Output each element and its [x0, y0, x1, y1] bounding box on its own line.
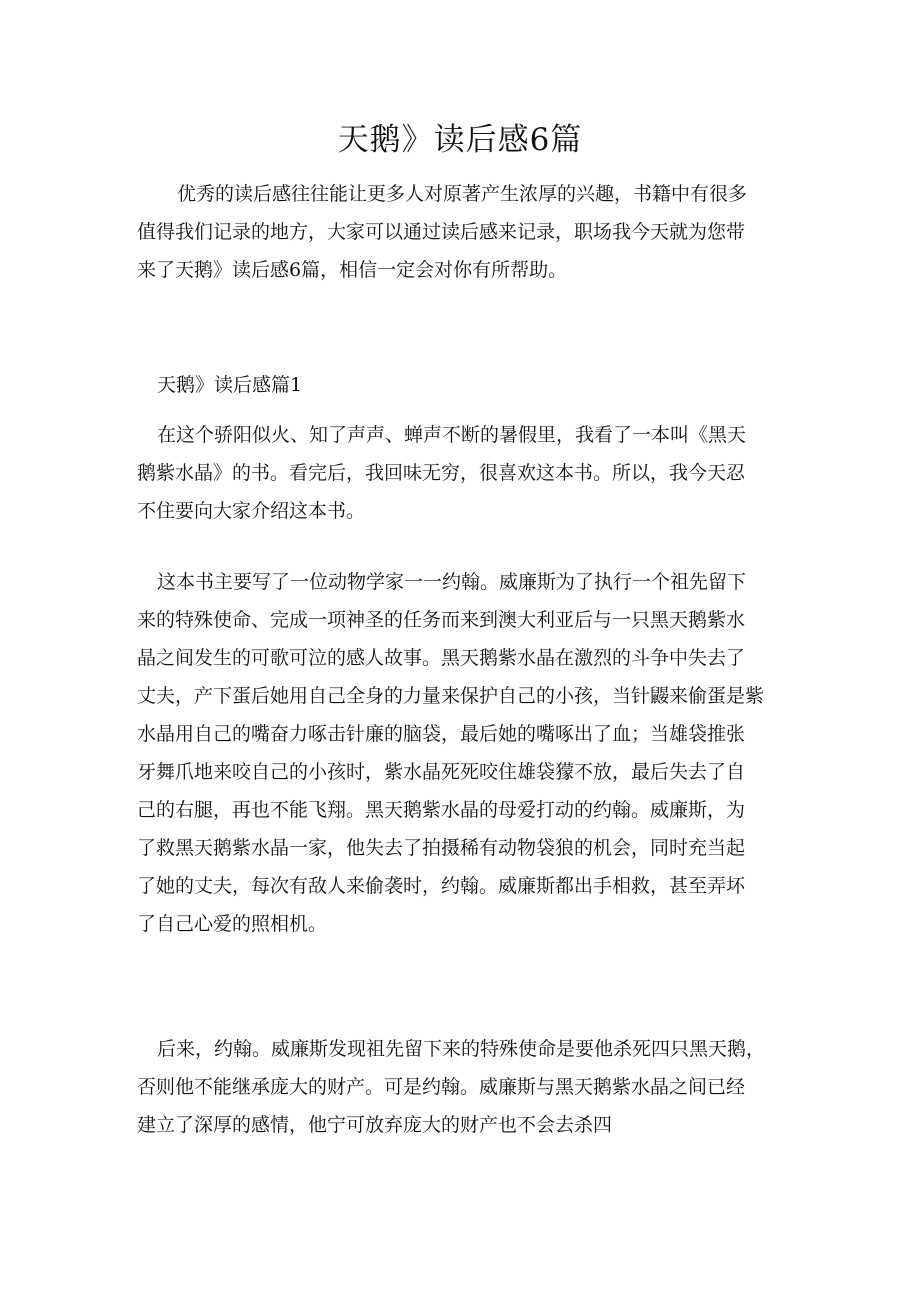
paragraph-line: 不住要向大家介绍这本书。	[137, 500, 366, 522]
paragraph-line: 晶之间发生的可歌可泣的感人故事。黑天鹅紫水晶在激烈的斗争中失去了	[137, 647, 746, 669]
intro-line: 来了天鹅》读后感6篇，相信一定会对你有所帮助。	[137, 259, 568, 281]
paragraph-3	[137, 1030, 791, 1144]
paragraph-line: 了她的丈夫，每次有敌人来偷袭时，约翰。威廉斯都出手相救，甚至弄坏	[137, 875, 746, 897]
paragraph-line: 水晶用自己的嘴奋力啄击针廉的脑袋，最后她的嘴啄出了血；当雄袋推张	[137, 723, 746, 745]
paragraph-line: 否则他不能继承庞大的财产。可是约翰。威廉斯与黑天鹅紫水晶之间已经	[137, 1076, 746, 1098]
paragraph-line: 鹅紫水晶》的书。看完后，我回味无穷，很喜欢这本书。所以，我今天忍	[137, 462, 746, 484]
section-heading: 天鹅》读后感篇1	[157, 374, 303, 396]
paragraph-line: 后来，约翰。威廉斯发现祖先留下来的特殊使命是要他杀死四只黑天鹅，	[157, 1038, 766, 1060]
paragraph-line: 丈夫，产下蛋后她用自己全身的力量来保护自己的小孩，当针鼹来偷蛋是紫	[137, 685, 765, 707]
paragraph-1	[137, 416, 791, 530]
document-title: 天鹅》读后感6篇	[337, 122, 583, 158]
paragraph-line: 来的特殊使命、完成一项神圣的任务而来到澳大利亚后与一只黑天鹅紫水	[137, 609, 746, 631]
intro-paragraph	[137, 175, 791, 289]
intro-line: 优秀的读后感往往能让更多人对原著产生浓厚的兴趣，书籍中有很多	[177, 183, 748, 205]
paragraph-line: 这本书主要写了一位动物学家一一约翰。威廉斯为了执行一个祖先留下	[157, 571, 747, 593]
paragraph-line: 牙舞爪地来咬自己的小孩时，紫水晶死死咬住雄袋獴不放，最后失去了自	[137, 761, 746, 783]
paragraph-line: 了救黑天鹅紫水晶一家，他失去了拍摄稀有动物袋狼的机会，同时充当起	[137, 837, 746, 859]
intro-line: 值得我们记录的地方，大家可以通过读后感来记录，职场我今天就为您带	[137, 221, 746, 243]
paragraph-line: 了自己心爱的照相机。	[137, 913, 328, 935]
paragraph-line: 己的右腿，再也不能飞翔。黑天鹅紫水晶的母爱打动的约翰。威廉斯，为	[137, 799, 746, 821]
paragraph-line: 在这个骄阳似火、知了声声、蝉声不断的暑假里，我看了一本叫《黑天	[157, 424, 747, 446]
paragraph-line: 建立了深厚的感情，他宁可放弃庞大的财产也不会去杀四	[137, 1114, 613, 1136]
paragraph-2	[137, 563, 791, 943]
